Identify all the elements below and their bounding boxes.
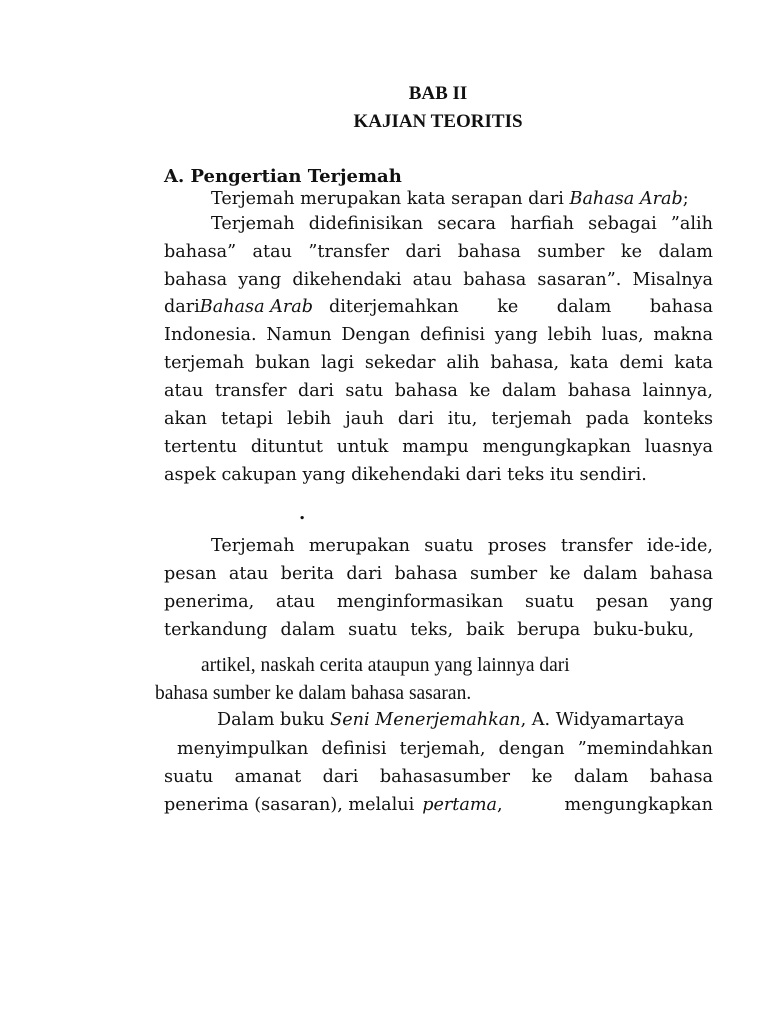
stray-dot: .	[299, 503, 306, 524]
text: Terjemah merupakan kata serapan dari	[211, 189, 570, 209]
paragraph-2-line-2: bahasa” atau ”transfer dari bahasa sumber ke dalam	[164, 242, 713, 262]
paragraph-2-line-8: akan tetapi lebih jauh dari itu, terjemah pada konteks	[164, 409, 713, 429]
chapter-label: BAB II	[408, 83, 468, 104]
paragraph-2-line-5: Indonesia. Namun Dengan definisi yang lebih luas, makna	[164, 325, 713, 345]
paragraph-2-line-7: atau transfer dari satu bahasa ke dalam bahasa lainnya,	[164, 381, 713, 401]
paragraph-2-line-1: Terjemah didefinisikan secara harfiah sebagai ”alih	[211, 214, 713, 234]
text: ;	[682, 189, 689, 209]
italic-title: Seni Menerjemahkan	[330, 710, 521, 730]
paragraph-1-line	[211, 191, 689, 209]
paragraph-4-line-1	[217, 712, 713, 730]
paragraph-3-line-6: bahasa sumber ke dalam bahasa sasaran.	[155, 683, 472, 704]
text: , mengungkapkan	[497, 795, 713, 815]
paragraph-3-line-3: penerima, atau menginformasikan suatu pesan yang	[164, 592, 713, 612]
text: diterjemahkan ke dalam bahasa	[329, 297, 713, 317]
paragraph-2-line-9: tertentu dituntut untuk mampu mengungkapkan luasnya	[164, 437, 713, 457]
paragraph-2-line-3: bahasa yang dikehendaki atau bahasa sasaran”. Misalnya	[164, 270, 713, 290]
italic-term: pertama	[422, 795, 498, 815]
text: dari	[164, 297, 200, 317]
text: Dalam buku Seni Menerjemahkan, A. Widyamartaya	[217, 710, 685, 730]
chapter-title: KAJIAN TEORITIS	[353, 111, 523, 132]
paragraph-3-line-2: pesan atau berita dari bahasa sumber ke dalam bahasa	[164, 564, 713, 584]
section-title: A. Pengertian Terjemah	[164, 166, 402, 187]
text: penerima (sasaran), melalui	[164, 795, 415, 815]
paragraph-4-line-2: menyimpulkan definisi terjemah, dengan ”memindahkan	[177, 739, 713, 759]
paragraph-2-line-4	[164, 299, 713, 317]
paragraph-4-line-3: suatu amanat dari bahasasumber ke dalam bahasa	[164, 767, 713, 787]
paragraph-3-line-5: artikel, naskah cerita ataupun yang lainnya dari	[201, 655, 570, 676]
paragraph-2-line-6: terjemah bukan lagi sekedar alih bahasa, kata demi kata	[164, 353, 713, 373]
italic-term: Bahasa Arab	[199, 297, 314, 317]
paragraph-4-line-4	[164, 797, 713, 815]
italic-term: Bahasa Arab	[569, 189, 683, 209]
paragraph-3-line-1: Terjemah merupakan suatu proses transfer ide-ide,	[211, 536, 713, 556]
paragraph-2-line-10: aspek cakupan yang dikehendaki dari teks itu sendiri.	[164, 465, 647, 485]
paragraph-3-line-4: terkandung dalam suatu teks, baik berupa buku-buku,	[164, 620, 694, 640]
